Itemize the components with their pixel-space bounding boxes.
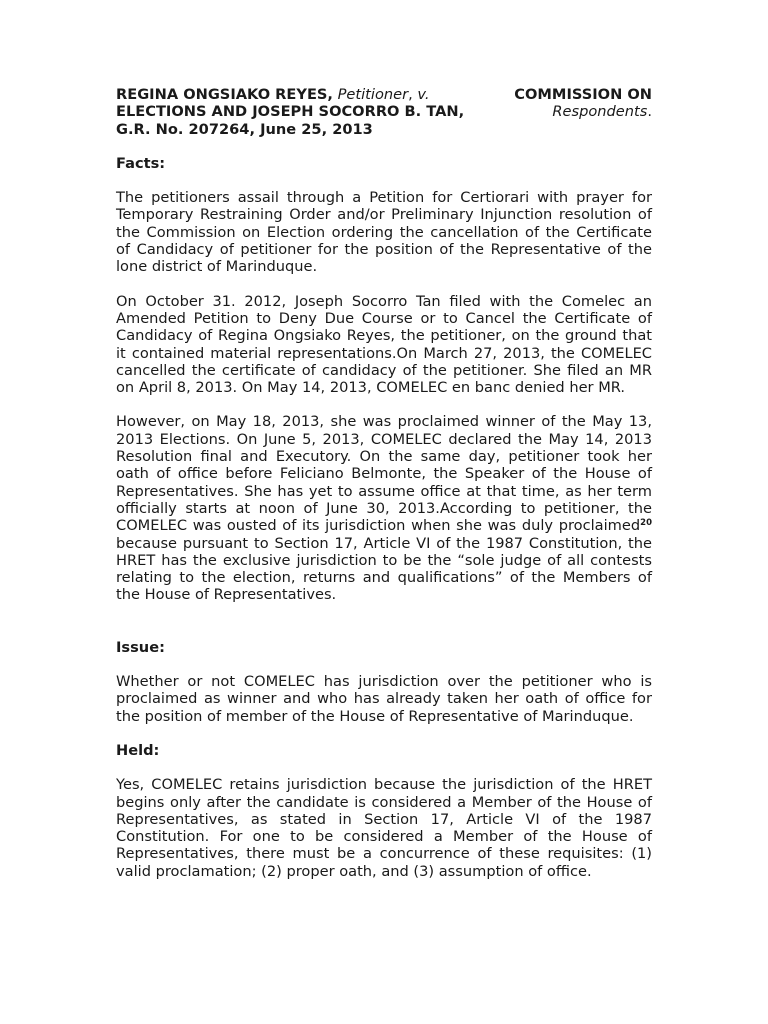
- footnote-marker: 20: [640, 518, 652, 529]
- case-title-line-1: REGINA ONGSIAKO REYES, Petitioner, v. COMMISSION ON: [116, 86, 652, 103]
- facts-heading: Facts:: [116, 154, 166, 172]
- respondents-line-1: COMMISSION ON: [514, 86, 652, 103]
- issue-heading: Issue:: [116, 638, 165, 656]
- respondents-role: Respondents: [552, 103, 648, 121]
- facts-paragraph-2: On October 31. 2012, Joseph Socorro Tan filed with the Comelec an Amended Petition to Deny Due Course or to Cancel the Certificate of Candidacy of Regina Ongsiako Reyes, the petitioner, on the ground that it contained material representations.On March 27, 2013, the COMELEC cancelled the certificate of candidacy of the petitioner. She filed an MR on April 8, 2013. On May 14, 2013, COMELEC en banc denied her MR.: [116, 292, 652, 397]
- facts-paragraph-1: The petitioners assail through a Petition for Certiorari with prayer for Temporary Restraining Order and/or Preliminary Injunction resolution of the Commission on Election ordering the cancellation of the Certificate of Candidacy of petitioner for the position of the Representative of the lone district of Marinduque.: [116, 189, 652, 276]
- document-page: [116, 86, 652, 880]
- petitioner-role: Petitioner: [337, 86, 409, 103]
- versus: v.: [417, 86, 430, 103]
- issue-paragraph: Whether or not COMELEC has jurisdiction over the petitioner who is proclaimed as winner and who has already taken her oath of office for the position of member of the House of Representative of Marinduque.: [116, 673, 652, 725]
- facts-paragraph-3: However, on May 18, 2013, she was proclaimed winner of the May 13, 2013 Elections. On June 5, 2013, COMELEC declared the May 14, 2013 Resolution final and Executory. On the same day, petitioner took her oath of office before Feliciano Belmonte, the Speaker of the House of Representatives. She has yet to assume office at that time, as her term officially starts at noon of June 30, 2013.According to petitioner, the COMELEC was ousted of its jurisdiction when she was duly proclaimed$^{20}$ because pursuant to Section 17, Article VI of the 1987 Constitution, the HRET has the exclusive jurisdiction to be the “sole judge of all contests relating to the election, returns and qualifications” of the Members of the House of Representatives.: [116, 413, 652, 604]
- gr-number: G.R. No. 207264, June 25, 2013: [116, 120, 373, 138]
- respondents-line-2: ELECTIONS AND JOSEPH SOCORRO B. TAN,: [116, 103, 465, 121]
- case-title-line-2: ELECTIONS AND JOSEPH SOCORRO B. TAN, Respondents.: [116, 103, 652, 121]
- case-title: [116, 86, 652, 138]
- held-heading: Held:: [116, 741, 160, 759]
- petitioner-name: REGINA ONGSIAKO REYES,: [116, 86, 333, 103]
- held-paragraph: Yes, COMELEC retains jurisdiction because the jurisdiction of the HRET begins only after the candidate is considered a Member of the House of Representatives, as stated in Section 17, Article VI of the 1987 Constitution. For one to be considered a Member of the House of Representatives, there must be a concurrence of these requisites: (1) valid proclamation; (2) proper oath, and (3) assumption of office.: [116, 776, 652, 880]
